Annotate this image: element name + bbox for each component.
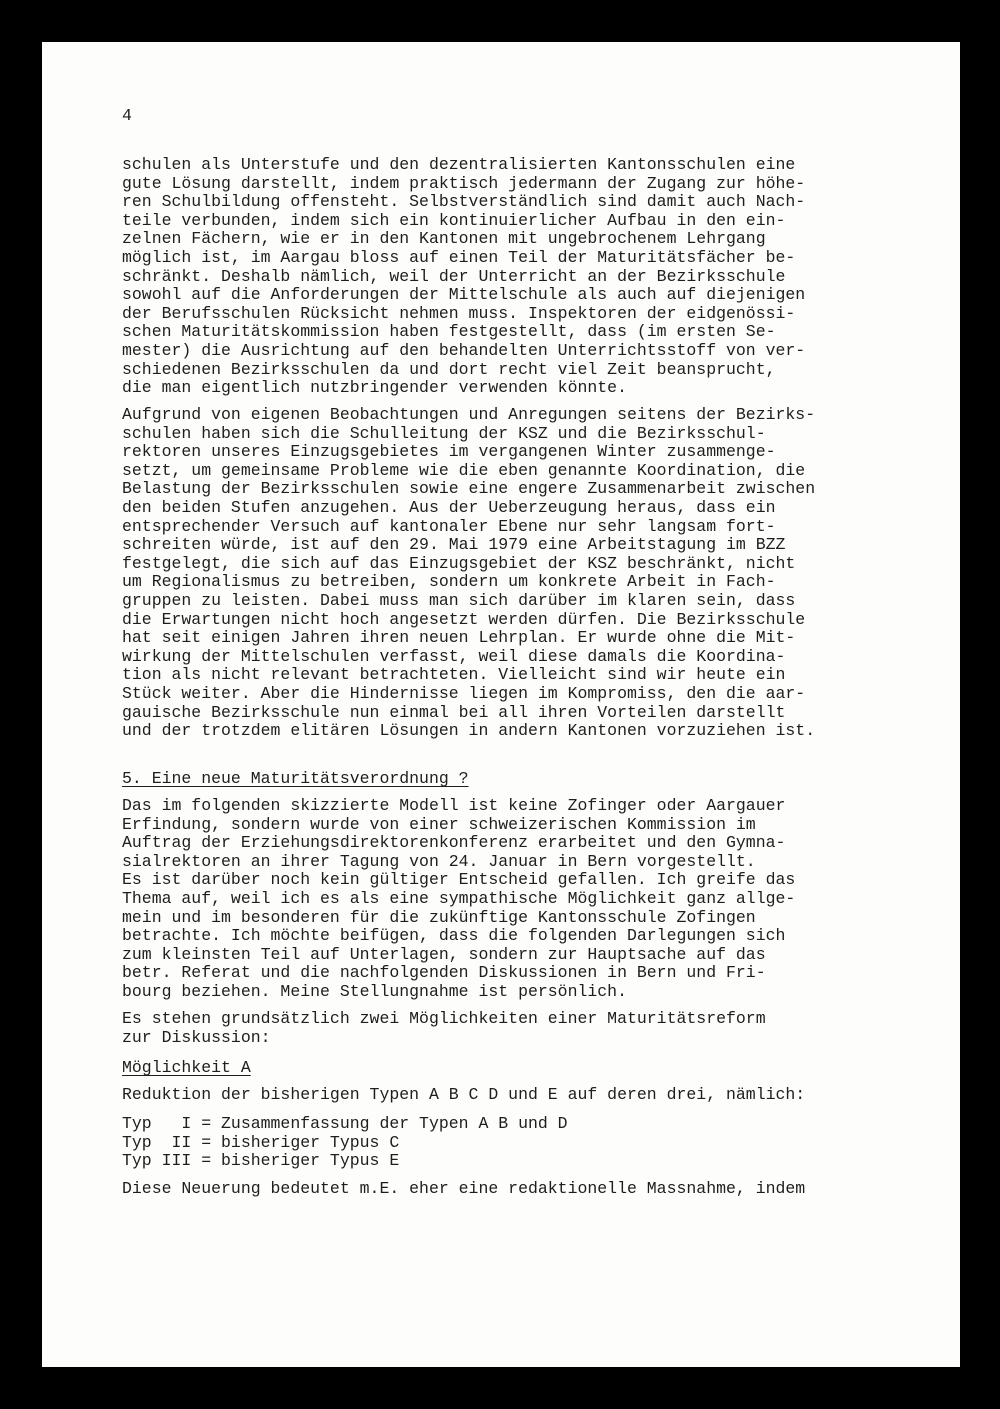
text-line: schiedenen Bezirksschulen da und dort recht viel Zeit beansprucht,: [122, 359, 776, 379]
text-line: Es stehen grundsätzlich zwei Möglichkeiten einer Maturitätsreform: [122, 1009, 766, 1028]
text-line: Diese Neuerung bedeutet m.E. eher eine redaktionelle Massnahme, indem: [122, 1179, 806, 1198]
text-line: rektoren unseres Einzugsgebietes im vergangenen Winter zusammenge-: [122, 442, 776, 462]
text-line: sowohl auf die Anforderungen der Mittelschule als auch auf diejenigen: [122, 285, 806, 305]
text-line: festgelegt, die sich auf das Einzugsgebiet der KSZ beschränkt, nicht: [122, 553, 796, 573]
text-line: die Erwartungen nicht hoch angesetzt werden dürfen. Die Bezirksschule: [122, 609, 806, 629]
subheading-a-text: Möglichkeit A: [122, 1058, 251, 1077]
text-line: mein und im besonderen für die zukünftige Kantonsschule Zofingen: [122, 907, 756, 927]
text-line: gruppen zu leisten. Dabei muss man sich darüber im klaren sein, dass: [122, 590, 796, 610]
paragraph-4: [122, 1010, 912, 1047]
text-line: um Regionalismus zu betreiben, sondern um konkrete Arbeit in Fach-: [122, 572, 776, 592]
text-line: Aufgrund von eigenen Beobachtungen und Anregungen seitens der Bezirks-: [122, 405, 816, 424]
text-line: Reduktion der bisherigen Typen A B C D und E auf deren drei, nämlich:: [122, 1085, 806, 1104]
text-line: mester) die Ausrichtung auf den behandelten Unterrichtsstoff von ver-: [122, 340, 806, 360]
text-line: sialrektoren an ihrer Tagung von 24. Januar in Bern vorgestellt.: [122, 851, 756, 871]
paragraph-2: [122, 406, 912, 741]
text-line: betr. Referat und die nachfolgenden Diskussionen in Bern und Fri-: [122, 963, 766, 983]
text-line: hat seit einigen Jahren ihren neuen Lehrplan. Er wurde ohne die Mit-: [122, 628, 796, 648]
text-line: der Berufsschulen Rücksicht nehmen muss. Inspektoren der eidgenössi-: [122, 303, 796, 323]
text-line: Stück weiter. Aber die Hindernisse liegen im Kompromiss, den die aar-: [122, 683, 806, 703]
section-heading-text: 5. Eine neue Maturitätsverordnung ?: [122, 769, 469, 788]
text-line: und der trotzdem elitären Lösungen in andern Kantonen vorzuziehen ist.: [122, 721, 816, 741]
page-number: 4: [122, 106, 132, 125]
text-line: Das im folgenden skizzierte Modell ist keine Zofinger oder Aargauer: [122, 796, 786, 815]
text-line: schreiten würde, ist auf den 29. Mai 1979 eine Arbeitstagung im BZZ: [122, 535, 786, 555]
document-page: [42, 42, 960, 1367]
text-line: möglich ist, im Aargau bloss auf einen Teil der Maturitätsfächer be-: [122, 247, 796, 267]
paragraph-6: [122, 1180, 912, 1199]
text-line: Belastung der Bezirksschulen sowie eine engere Zusammenarbeit zwischen: [122, 479, 816, 499]
text-line: gute Lösung darstellt, indem praktisch jedermann der Zugang zur höhe-: [122, 173, 806, 193]
text-line: schulen haben sich die Schulleitung der KSZ und die Bezirksschul-: [122, 423, 766, 443]
types-list: [122, 1115, 912, 1171]
text-line: schränkt. Deshalb nämlich, weil der Unterricht an der Bezirksschule: [122, 266, 786, 286]
text-line: schulen als Unterstufe und den dezentralisierten Kantonsschulen eine: [122, 155, 796, 174]
section-heading: [122, 770, 912, 789]
text-line: den beiden Stufen anzugehen. Aus der Ueberzeugung heraus, dass ein: [122, 497, 776, 517]
text-line: bourg beziehen. Meine Stellungnahme ist persönlich.: [122, 981, 627, 1001]
paragraph-3: [122, 797, 912, 1002]
type-item: Typ I = Zusammenfassung der Typen A B und D: [122, 1114, 568, 1133]
text-line: zelnen Fächern, wie er in den Kantonen mit ungebrochenem Lehrgang: [122, 229, 766, 249]
text-line: tion als nicht relevant betrachteten. Vielleicht sind wir heute ein: [122, 665, 786, 685]
text-line: zur Diskussion:: [122, 1027, 271, 1047]
text-line: ren Schulbildung offensteht. Selbstverständlich sind damit auch Nach-: [122, 192, 806, 212]
text-line: die man eigentlich nutzbringender verwenden könnte.: [122, 378, 627, 398]
paragraph-1: [122, 156, 912, 398]
text-line: entsprechender Versuch auf kantonaler Ebene nur sehr langsam fort-: [122, 516, 776, 536]
text-line: gauische Bezirksschule nun einmal bei all ihren Vorteilen darstellt: [122, 702, 786, 722]
text-line: teile verbunden, indem sich ein kontinuierlicher Aufbau in den ein-: [122, 210, 786, 230]
text-line: schen Maturitätskommission haben festgestellt, dass (im ersten Se-: [122, 322, 776, 342]
text-line: Erfindung, sondern wurde von einer schweizerischen Kommission im: [122, 814, 756, 834]
text-line: setzt, um gemeinsame Probleme wie die eben genannte Koordination, die: [122, 460, 806, 480]
text-line: betrachte. Ich möchte beifügen, dass die folgenden Darlegungen sich: [122, 926, 786, 946]
type-item: Typ III = bisheriger Typus E: [122, 1151, 400, 1171]
text-line: zum kleinsten Teil auf Unterlagen, sondern zur Hauptsache auf das: [122, 944, 766, 964]
text-line: wirkung der Mittelschulen verfasst, weil diese damals die Koordina-: [122, 646, 786, 666]
paragraph-5: [122, 1086, 912, 1105]
text-line: Es ist darüber noch kein gültiger Entscheid gefallen. Ich greife das: [122, 870, 796, 890]
subheading-a: [122, 1059, 912, 1078]
text-line: Thema auf, weil ich es als eine sympathische Möglichkeit ganz allge-: [122, 888, 796, 908]
type-item: Typ II = bisheriger Typus C: [122, 1132, 400, 1152]
text-line: Auftrag der Erziehungsdirektorenkonferenz erarbeitet und den Gymna-: [122, 833, 786, 853]
